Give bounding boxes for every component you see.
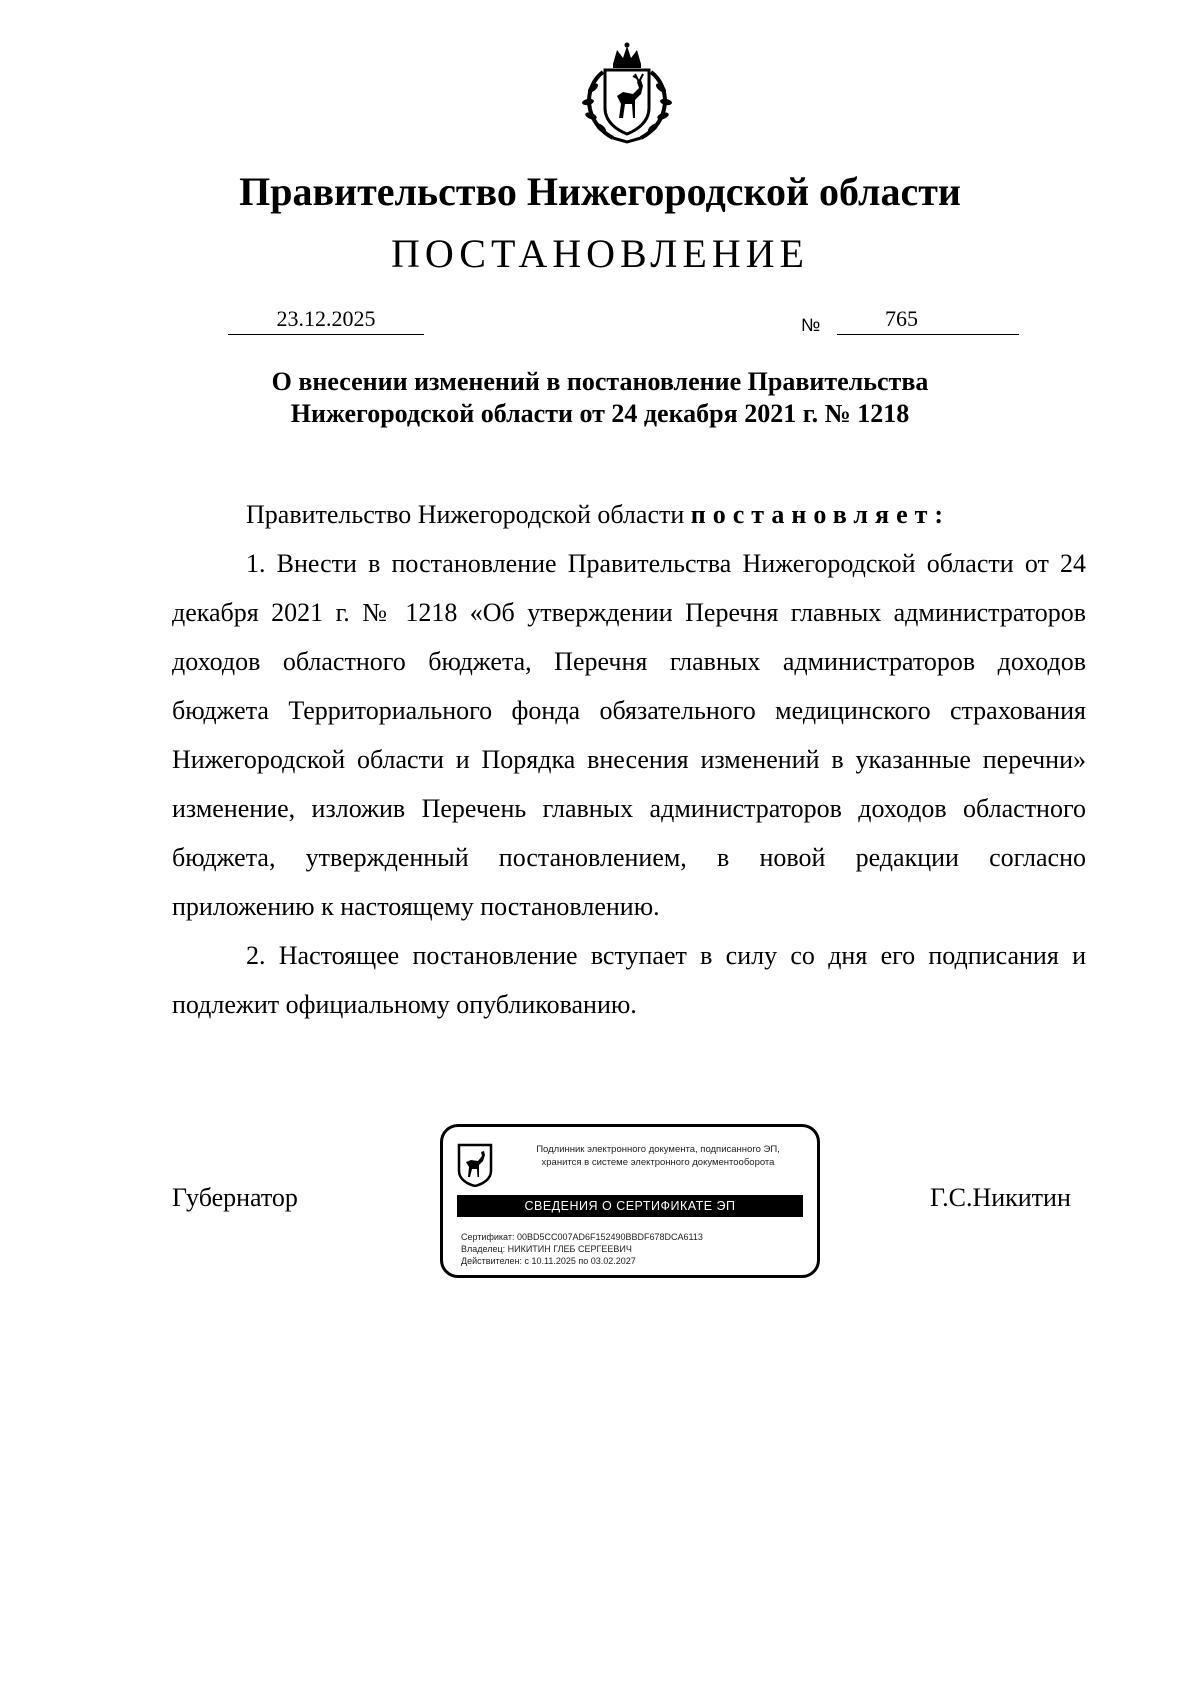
stamp-note [503, 1143, 813, 1169]
document-heading [0, 366, 1200, 430]
certificate-bar: СВЕДЕНИЯ О СЕРТИФИКАТЕ ЭП [457, 1195, 803, 1217]
certificate-details [461, 1231, 703, 1267]
document-type: ПОСТАНОВЛЕНИЕ [391, 231, 809, 276]
paragraph-2: 2. Настоящее постановление вступает в силу со дня его подписания и подлежит официальному опубликованию. [172, 941, 1086, 1019]
document-date: 23.12.2025 [228, 306, 424, 335]
intro-verb: постановляет: [690, 500, 951, 529]
stamp-note-line-2: хранится в системе электронного документооборота [541, 1157, 775, 1168]
heading-line-2: Нижегородской области от 24 декабря 2021 г. № 1218 [290, 399, 910, 428]
certificate-id: Сертификат: 00BD5CC007AD6F152490BBDF678DCA6113 [461, 1232, 703, 1242]
coat-of-arms-icon [573, 42, 681, 146]
document-body [172, 490, 1086, 1029]
stamp-note-line-1: Подлинник электронного документа, подписанного ЭП, [536, 1144, 780, 1155]
organization-title: Правительство Нижегородской области [239, 169, 961, 214]
paragraph-1: 1. Внести в постановление Правительства Нижегородской области от 24 декабря 2021 г. № 1218 «Об утверждении Перечня главных администраторов доходов областного бюджета, Перечня главных администраторов доходов бюджета Территориального фонда обязательного медицинского страхования Нижегородской области и Порядка внесения изменений в указанные перечни» изменение, изложив Перечень главных администраторов доходов областного бюджета, утвержденный постановлением, в новой редакции согласно приложению к настоящему постановлению. [172, 549, 1086, 921]
electronic-signature-stamp [440, 1124, 820, 1278]
certificate-validity: Действителен: с 10.11.2025 по 03.02.2027 [461, 1256, 636, 1266]
document-number: 765 [837, 306, 1019, 335]
intro-prefix: Правительство Нижегородской области [246, 500, 691, 529]
certificate-owner: Владелец: НИКИТИН ГЛЕБ СЕРГЕЕВИЧ [461, 1244, 632, 1254]
number-sign: № [801, 315, 821, 335]
intro-paragraph [172, 490, 1086, 539]
signatory-position: Губернатор [172, 1183, 298, 1212]
heading-line-1: О внесении изменений в постановление Правительства [271, 367, 929, 396]
deer-emblem-icon [457, 1143, 493, 1187]
signatory-name: Г.С.Никитин [930, 1183, 1071, 1212]
